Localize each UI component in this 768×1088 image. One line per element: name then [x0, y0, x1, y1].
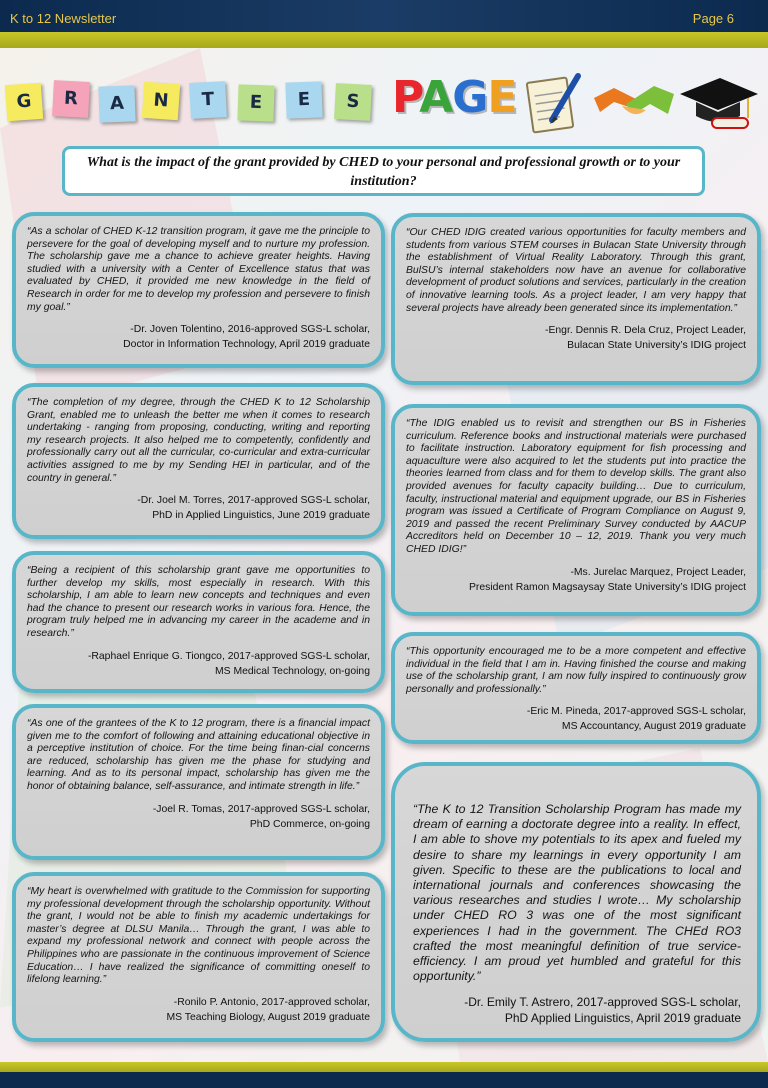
testimonial-quote: “Being a recipient of this scholarship grant gave me opportunities to further develop my skills, most especially in research. With this scholarship, I am able to learn new concepts and techniques and even had the chance to present our research works in various fora. Hence, the program truly helped me in advancing my career in the academe and in research.” — [27, 565, 370, 639]
testimonial-card — [12, 383, 385, 539]
testimonial-attribution: -Dr. Emily T. Astrero, 2017-approved SGS-L scholar, PhD Applied Linguistics, April 2019 graduate — [464, 995, 741, 1026]
testimonial-quote: “The K to 12 Transition Scholarship Program has made my dream of earning a doctorate degree into a reality. In effect, I am able to shove my potentials to its apex and fueled my desire to share my learnings in every opportunity I am given. Specific to these are the publications to local and international journals and conferences showcasing the various researches and studies I wrote… My scholarship under CHED RO 3 was one of the most significant experiences I had in the government. The CHEd RO3 crafted the most meaningful definition of true service-efficiency. I am proud yet humbled and grateful for this opportunity.” — [413, 802, 741, 984]
page-letter-p: P — [392, 72, 420, 123]
newsletter-header-bar — [0, 0, 768, 32]
graduation-cap-icon — [676, 72, 760, 138]
testimonial-attribution: -Ms. Jurelac Marquez, Project Leader, President Ramon Magsaysay State University’s IDIG project — [468, 566, 746, 593]
title-tile-r: R — [52, 80, 90, 118]
testimonial-card — [12, 872, 385, 1042]
title-tile-e2: E — [285, 81, 322, 118]
testimonial-card-featured — [391, 762, 761, 1042]
testimonial-card — [12, 212, 385, 368]
page-letter-e: E — [487, 72, 517, 123]
footer-bar — [0, 1072, 768, 1088]
testimonial-card — [391, 404, 761, 616]
page-word-title — [392, 72, 516, 123]
question-banner: What is the impact of the grant provided by CHED to your personal and professional growth or to your institution? — [62, 146, 705, 196]
footer-accent-bar — [0, 1062, 768, 1072]
handshake-icon — [592, 80, 676, 130]
title-tile-t: T — [189, 81, 227, 119]
page-letter-a: A — [419, 72, 453, 123]
newsletter-title: K to 12 Newsletter — [10, 11, 117, 26]
testimonial-quote: “This opportunity encouraged me to be a more competent and effective individual in the field that I am in. Having finished the course and making use of the scholarship grant, I am now fully inspired to continuously grow personally and professionally.” — [406, 646, 746, 695]
testimonial-quote: “Our CHED IDIG created various opportunities for faculty members and students from various STEM courses in Bulacan State University through the establishment of Virtual Reality Laboratory. Through this grant, BulSU’s internal stakeholders now have an avenue for collaborative development of product solutions and services, particularly in the creation of innovative learning tools. As a project leader, I am very happy that several projects have already been generated since its implementation.” — [406, 227, 746, 314]
testimonial-attribution: -Dr. Joven Tolentino, 2016-approved SGS-L scholar, Doctor in Information Technology, April 2019 graduate — [123, 324, 370, 351]
title-tile-s: S — [334, 83, 372, 121]
title-tile-a: A — [98, 85, 135, 122]
testimonial-card — [12, 551, 385, 693]
testimonial-quote: “As one of the grantees of the K to 12 program, there is a financial impact given me to the comfort of following and attaining educational objective in a perceptive institution of choice. For the time being finan-cial concerns are reduced, scholarship has given me the phase for studying and learning. And as to its personal impact, scholarship has given me the honor of obtaining balance, self-assurance, and intimate strength in life.” — [27, 718, 370, 792]
testimonial-attribution: -Raphael Enrique G. Tiongco, 2017-approved SGS-L scholar, MS Medical Technology, on-going — [87, 650, 370, 677]
page-number: Page 6 — [692, 11, 734, 26]
testimonial-attribution: -Ronilo P. Antonio, 2017-approved scholar, MS Teaching Biology, August 2019 graduate — [166, 996, 370, 1023]
testimonial-quote: “My heart is overwhelmed with gratitude to the Commission for supporting my professional development through the scholarship opportunity. Without the grant, I would not be able to finish my academic undertakings for master’s degree at DLSU Manila… Through the grant, I was able to expand my professional network and connect with people across the Philippines who are passionate in the continuous improvement of Science Education… I have realized the significance of committing oneself to lifelong learning.” — [27, 886, 370, 986]
page-letter-g: G — [452, 72, 488, 123]
testimonial-quote: “The IDIG enabled us to revisit and strengthen our BS in Fisheries curriculum. Reference books and instructional materials were purchased to facilitate instruction. Laboratory equipment for fish processing and aquaculture were also acquired to let the students put into practice the theories learned from class and for them to develop skills. The grant also provided avenues for faculty capacity building… Due to curriculum, faculty, instructional material and equipment upgrade, our BS in Fisheries program was issued a Certificate of Program Compliance on August 9, 2019 and passed the recent Preliminary Survey conducted by AACUP Accreditors held on December 10 – 12, 2019. Thank you very much CHED IDIG!” — [406, 418, 746, 555]
testimonial-quote: “As a scholar of CHED K-12 transition program, it gave me the principle to persevere for the goal of developing myself and to nurture my profession. The scholarship gave me a chance to achieve greater heights. Having studied with a university with a Center of Excellence status that was evaluated by CHED, it provided me new knowledge in the field of Research in order for me to develop my profession and persevere to finish my goal.” — [27, 226, 370, 313]
testimonial-attribution: -Eric M. Pineda, 2017-approved SGS-L scholar, MS Accountancy, August 2019 graduate — [526, 706, 746, 733]
testimonial-attribution: -Engr. Dennis R. Dela Cruz, Project Leader, Bulacan State University’s IDIG project — [545, 325, 746, 352]
testimonial-card — [391, 213, 761, 385]
testimonial-card — [12, 704, 385, 860]
title-tile-n: N — [142, 82, 180, 120]
testimonial-attribution: -Dr. Joel M. Torres, 2017-approved SGS-L scholar, PhD in Applied Linguistics, June 2019 graduate — [137, 495, 370, 522]
testimonial-card — [391, 632, 761, 744]
testimonial-attribution: -Joel R. Tomas, 2017-approved SGS-L scholar, PhD Commerce, on-going — [152, 803, 370, 830]
title-tile-e: E — [237, 84, 274, 121]
title-tile-g: G — [5, 83, 43, 121]
notepad-pen-icon — [524, 70, 584, 136]
testimonial-quote: “The completion of my degree, through the CHED K to 12 Scholarship Grant, enabled me to unleash the better me when it comes to research undertaking - ranging from proposing, conducting, writing and reporting my research projects. It also helped me to competently, confidently and professionally carry out all the curricular, co-curricular and extra-curricular activities assigned to me by my Sending HEI in particular, and of the country in general.” — [27, 397, 370, 484]
header-accent-bar — [0, 32, 768, 48]
